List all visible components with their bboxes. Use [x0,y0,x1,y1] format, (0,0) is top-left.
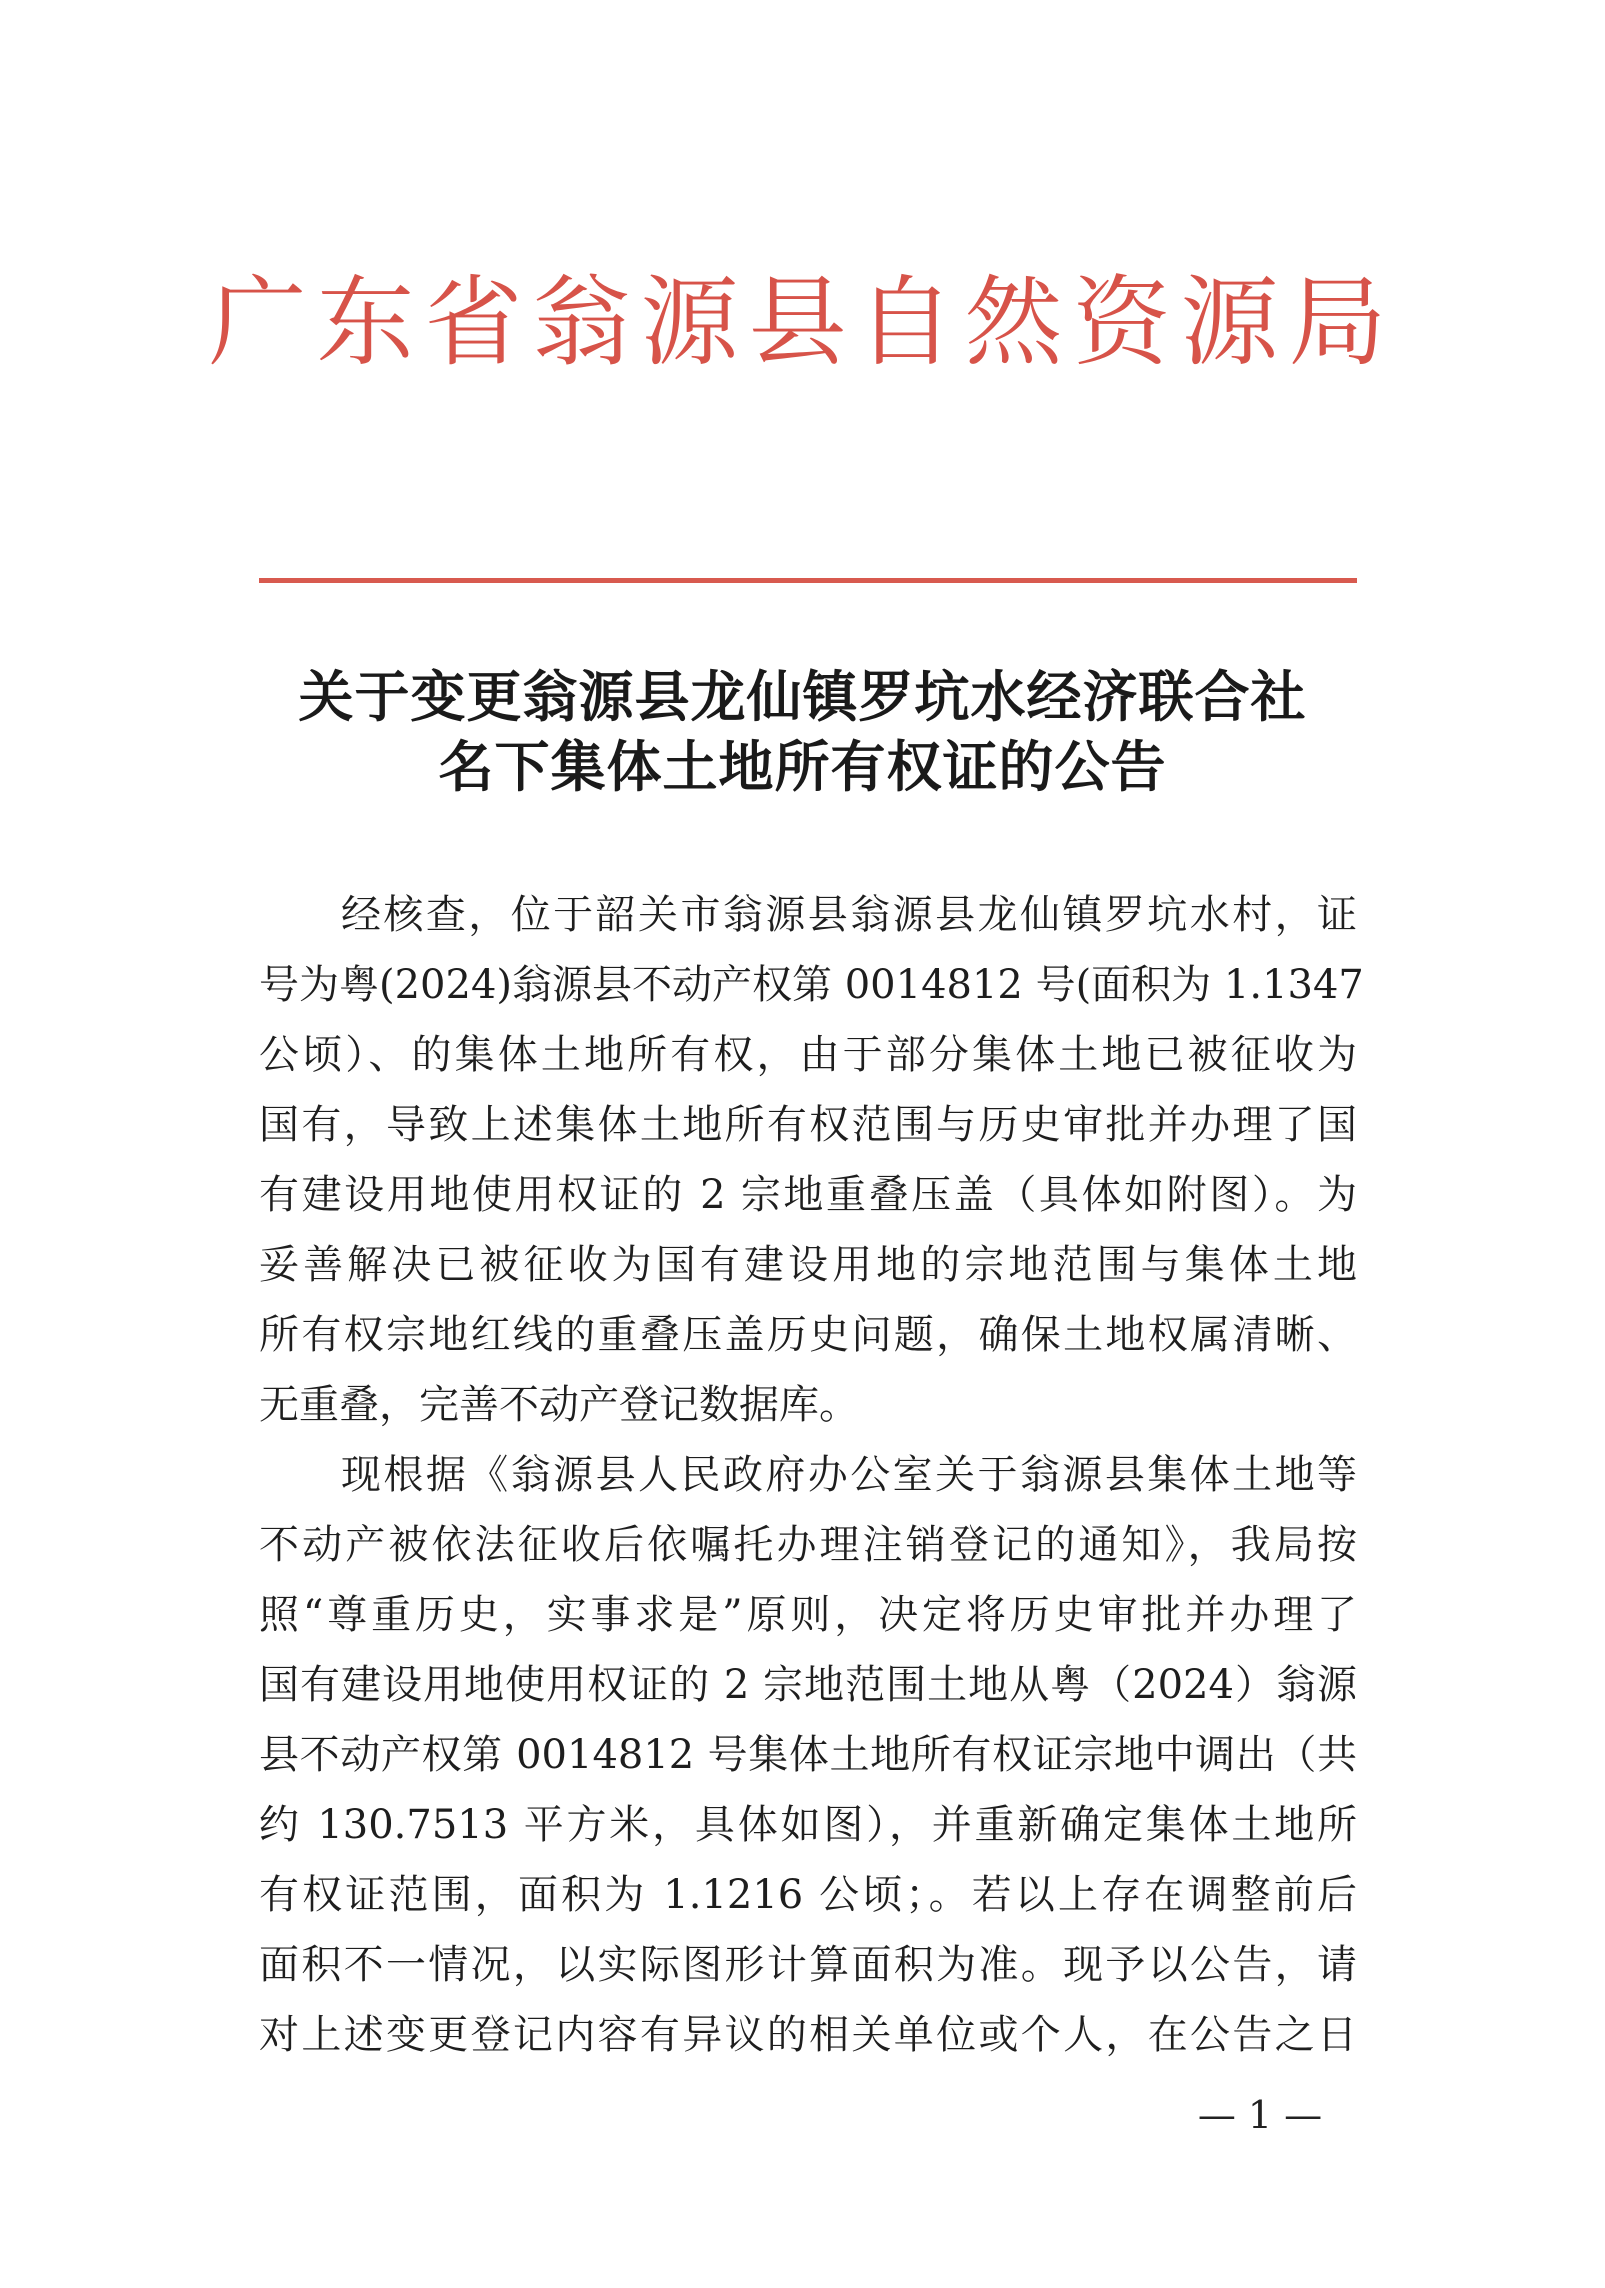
paragraph-1-line: 国有，导致上述集体土地所有权范围与历史审批并办理了国 [259,1102,1357,1148]
paragraph-1-line: 所有权宗地红线的重叠压盖历史问题，确保土地权属清晰、 [259,1312,1357,1358]
paragraph-2-line: 国有建设用地使用权证的 2 宗地范围土地从粤（2024）翁源 [259,1662,1357,1708]
paragraph-2-line: 约 130.7513 平方米，具体如图），并重新确定集体土地所 [259,1802,1357,1848]
paragraph-2-line: 面积不一情况，以实际图形计算面积为准。现予以公告，请 [259,1942,1357,1988]
paragraph-1-line: 妥善解决已被征收为国有建设用地的宗地范围与集体土地 [259,1242,1357,1288]
paragraph-2-line: 照“尊重历史，实事求是”原则，决定将历史审批并办理了 [259,1592,1357,1638]
paragraph-1-line: 经核查，位于韶关市翁源县翁源县龙仙镇罗坑水村，证 [341,892,1357,938]
paragraph-2-line: 现根据《翁源县人民政府办公室关于翁源县集体土地等 [341,1452,1357,1498]
notice-title-line-1: 关于变更翁源县龙仙镇罗坑水经济联合社 [298,665,1307,729]
notice-title-line-2: 名下集体土地所有权证的公告 [438,735,1167,799]
paragraph-1-line: 有建设用地使用权证的 2 宗地重叠压盖（具体如附图）。为 [259,1172,1357,1218]
paragraph-2-line: 县不动产权第 0014812 号集体土地所有权证宗地中调出（共 [259,1732,1357,1778]
paragraph-2-line: 对上述变更登记内容有异议的相关单位或个人，在公告之日 [259,2012,1357,2058]
paragraph-2-line: 有权证范围，面积为 1.1216 公顷；。若以上存在调整前后 [259,1872,1357,1918]
paragraph-1-line: 无重叠，完善不动产登记数据库。 [259,1382,859,1428]
page-number: — 1 — [1197,2093,1323,2137]
paragraph-2-line: 不动产被依法征收后依嘱托办理注销登记的通知》，我局按 [259,1522,1357,1568]
paragraph-1-line: 公顷）、的集体土地所有权，由于部分集体土地已被征收为 [259,1032,1357,1078]
agency-header: 广东省翁源县自然资源局 [208,266,1397,380]
header-divider-rule [259,578,1357,583]
paragraph-1-line: 号为粤(2024)翁源县不动产权第 0014812 号(面积为 1.1347 [259,962,1364,1008]
